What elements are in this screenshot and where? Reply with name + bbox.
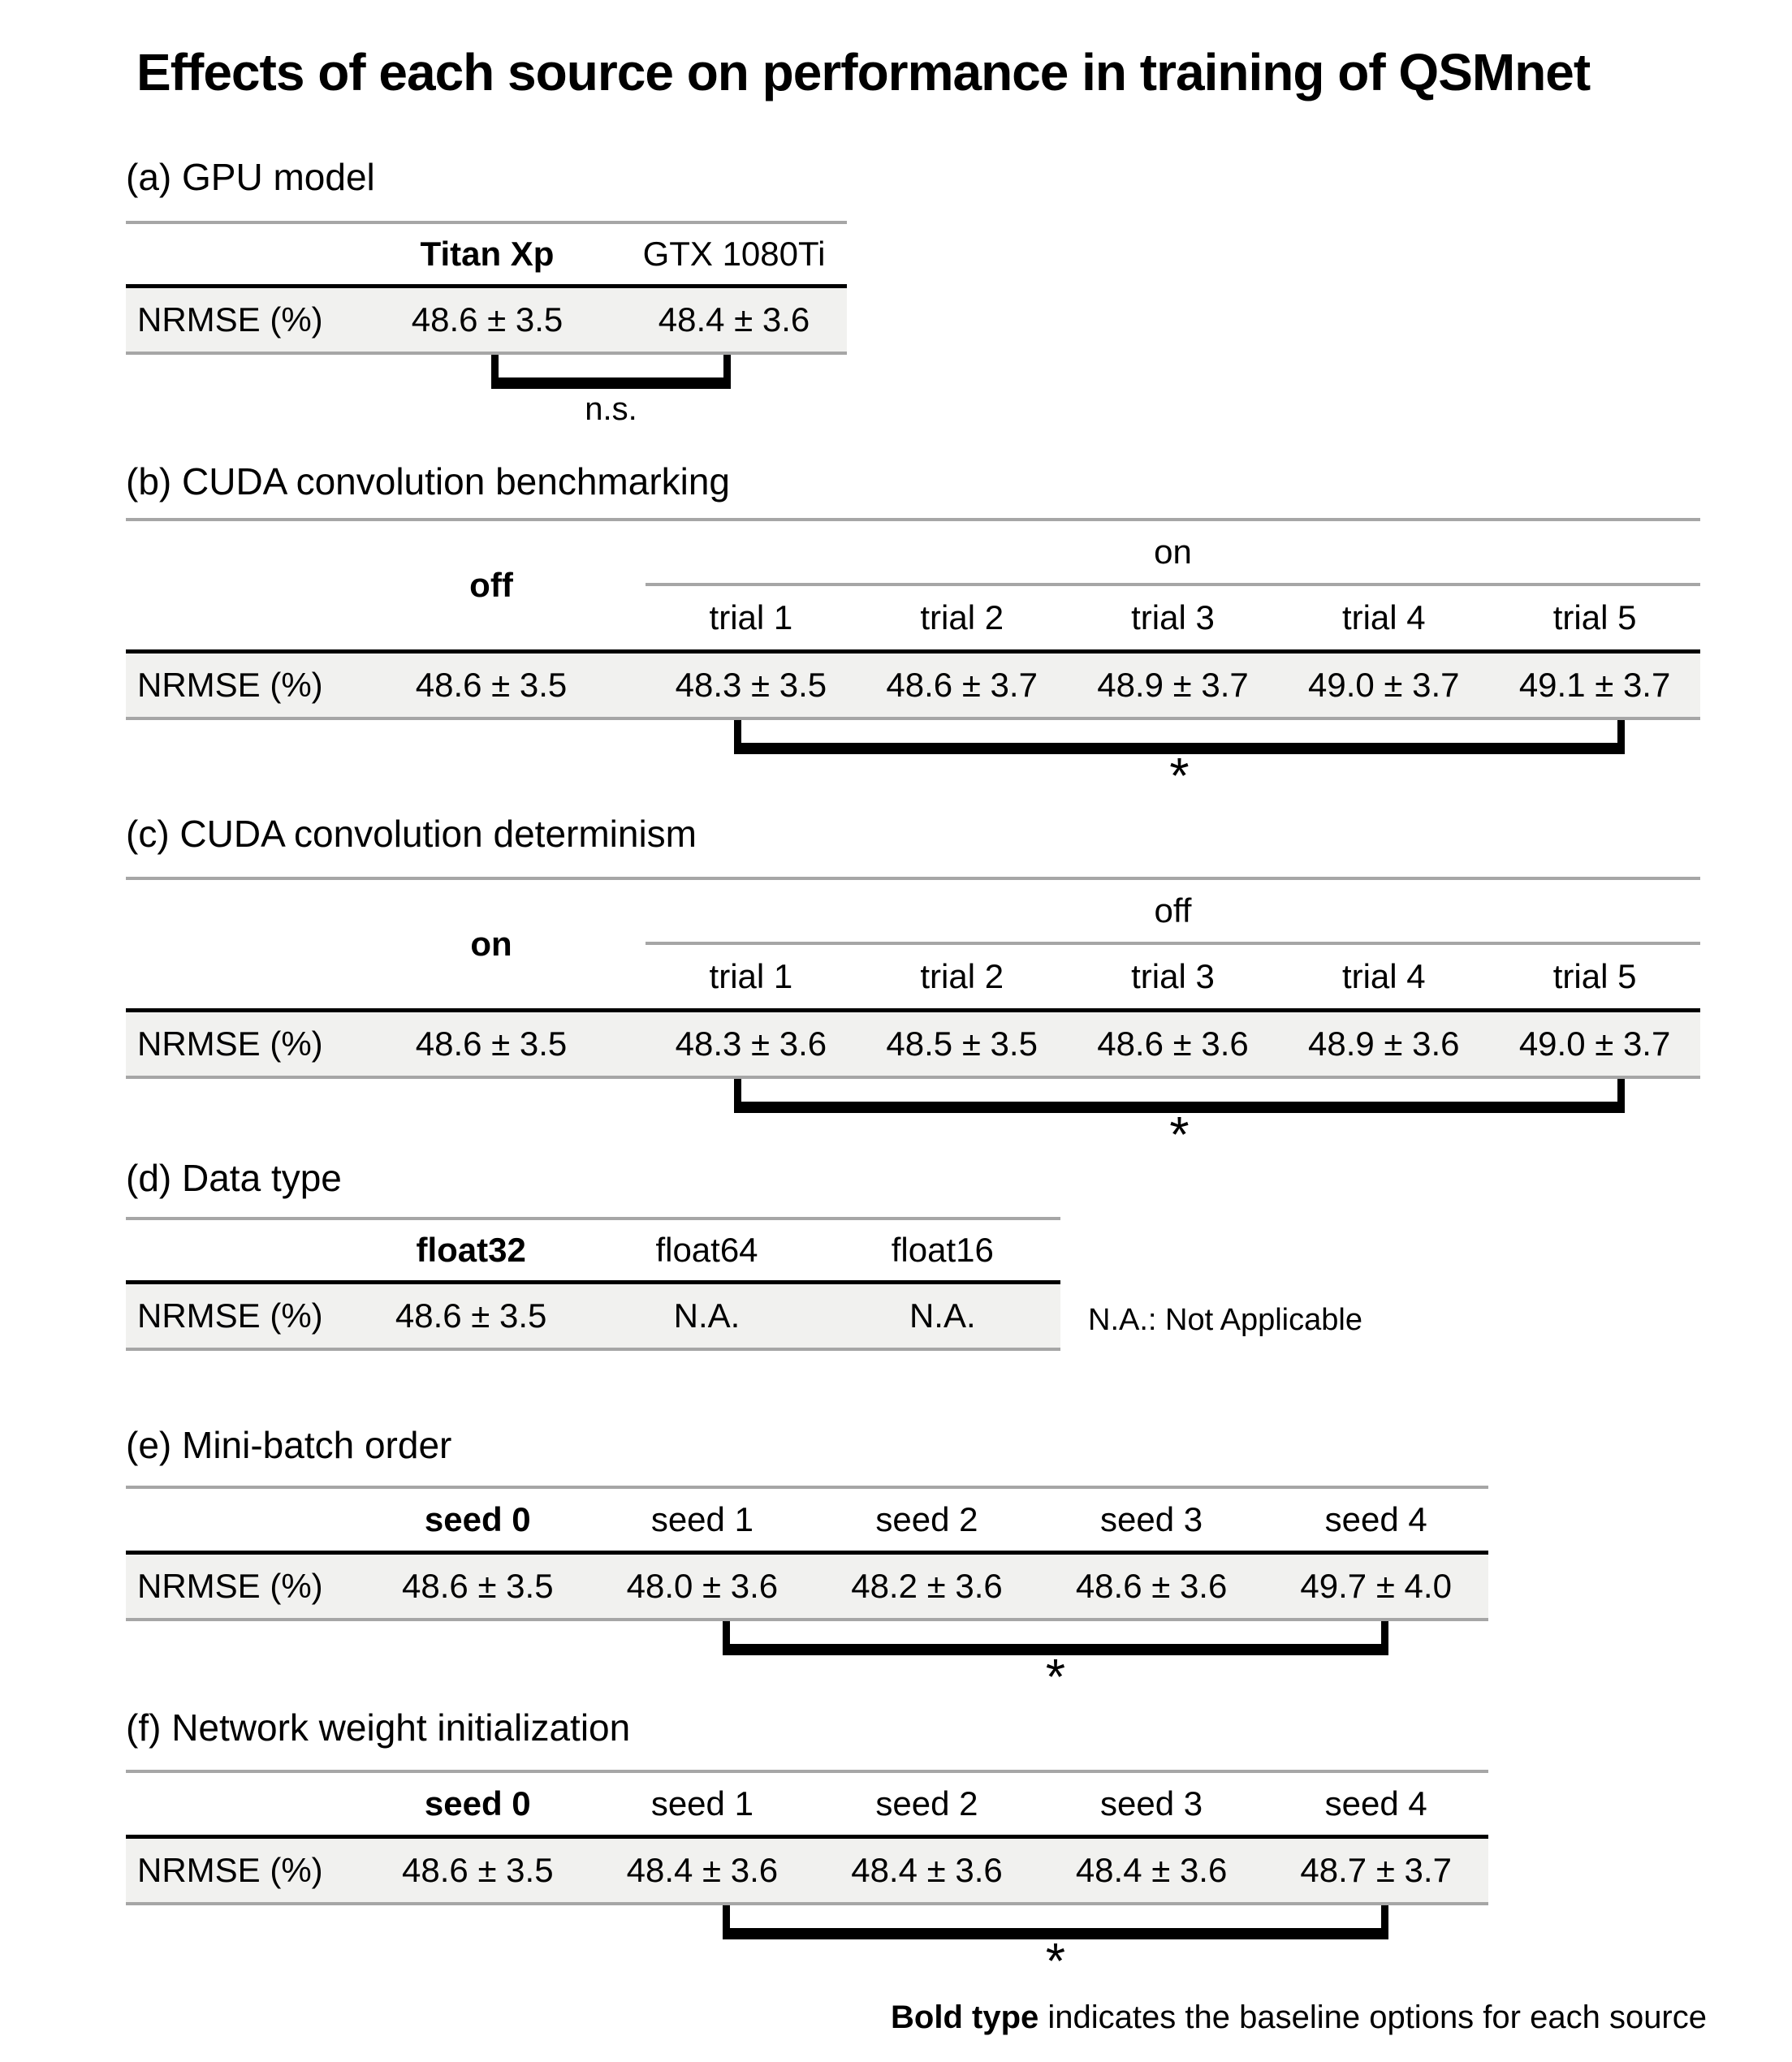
section-c-label: (c) CUDA convolution determinism — [126, 813, 697, 855]
table-b-significance — [734, 720, 1625, 805]
table-b-subcolumn-header: trial 5 — [1552, 598, 1637, 636]
table-c-value-cell: 48.6 ± 3.6 — [1097, 1025, 1249, 1063]
table-a-column-header: GTX 1080Ti — [642, 235, 826, 273]
table-a-value-cell: 48.4 ± 3.6 — [658, 300, 810, 339]
table-f-value-cell: 48.7 ± 3.7 — [1300, 1851, 1452, 1889]
table-f-value-cell: 48.6 ± 3.5 — [402, 1851, 554, 1889]
table-f-column-header: seed 1 — [650, 1784, 754, 1823]
table-c-baseline-value-cell: 48.6 ± 3.5 — [415, 1025, 568, 1063]
table-e-significance — [723, 1621, 1388, 1706]
table-b-value-cell: 49.1 ± 3.7 — [1518, 666, 1671, 704]
table-e-row-label: NRMSE (%) — [137, 1567, 323, 1605]
table-e-value-cell: 48.6 ± 3.5 — [402, 1567, 554, 1605]
table-c-significance-label: * — [1169, 1107, 1190, 1163]
table-c-group-header: off — [1154, 891, 1192, 930]
table-e-value-cell: 48.6 ± 3.6 — [1075, 1567, 1228, 1605]
table-b-value-cell: 48.9 ± 3.7 — [1097, 666, 1249, 704]
table-b-group-header: on — [1154, 533, 1192, 571]
table-b-subcolumn-header: trial 2 — [920, 598, 1004, 636]
table-a-gpu-model — [126, 221, 847, 355]
table-f-column-header-baseline: seed 0 — [424, 1784, 531, 1823]
table-e-value-cell: 49.7 ± 4.0 — [1300, 1567, 1452, 1605]
table-c-subcolumn-header: trial 4 — [1341, 957, 1426, 995]
table-f-significance-label: * — [1045, 1934, 1066, 1990]
table-a-row-label: NRMSE (%) — [137, 300, 323, 339]
table-c-subcolumn-header: trial 2 — [920, 957, 1004, 995]
table-e-column-header: seed 3 — [1100, 1500, 1203, 1538]
section-b-label: (b) CUDA convolution benchmarking — [126, 460, 731, 503]
table-e-significance-label: * — [1045, 1650, 1066, 1706]
table-b-subcolumn-header: trial 1 — [709, 598, 793, 636]
table-c-significance — [734, 1079, 1625, 1163]
table-d-value-cell: N.A. — [673, 1296, 741, 1335]
table-f-value-cell: 48.4 ± 3.6 — [1075, 1851, 1228, 1889]
table-b-value-cell: 49.0 ± 3.7 — [1308, 666, 1460, 704]
table-a-column-header-baseline: Titan Xp — [420, 235, 555, 273]
table-e-column-header: seed 1 — [650, 1500, 754, 1538]
section-a-label: (a) GPU model — [126, 156, 375, 198]
table-f-row-label: NRMSE (%) — [137, 1851, 323, 1889]
table-d-row-label: NRMSE (%) — [137, 1296, 323, 1335]
table-b-value-cell: 48.3 ± 3.5 — [675, 666, 827, 704]
table-d-value-cell: 48.6 ± 3.5 — [395, 1296, 547, 1335]
table-d-column-header: float16 — [891, 1231, 994, 1269]
table-c-value-cell: 49.0 ± 3.7 — [1518, 1025, 1671, 1063]
figure-title: Effects of each source on performance in training of QSMnet — [136, 43, 1591, 101]
table-c-data-row — [126, 1012, 1700, 1076]
table-d-data-row — [126, 1284, 1060, 1348]
table-a-significance — [491, 355, 731, 428]
table-c-column-group — [646, 880, 1700, 1008]
table-c-cuda-determinism — [126, 877, 1700, 1079]
table-b-value-cell: 48.6 ± 3.7 — [886, 666, 1038, 704]
table-d-data-type — [126, 1217, 1060, 1351]
table-a-data-row — [126, 288, 847, 352]
table-e-column-header-baseline: seed 0 — [424, 1500, 531, 1538]
table-d-header-row — [126, 1220, 1060, 1280]
table-b-baseline-value-cell: 48.6 ± 3.5 — [415, 666, 568, 704]
table-e-value-cell: 48.0 ± 3.6 — [626, 1567, 779, 1605]
footnote-regular-part: indicates the baseline options for each source — [1038, 1999, 1707, 2035]
table-e-column-header: seed 4 — [1324, 1500, 1427, 1538]
table-f-column-header: seed 4 — [1324, 1784, 1427, 1823]
table-f-column-header: seed 3 — [1100, 1784, 1203, 1823]
footnote — [126, 1998, 1707, 2037]
table-e-minibatch-order — [126, 1486, 1488, 1621]
table-b-header — [126, 521, 1700, 649]
table-d-wrap — [126, 1217, 1362, 1351]
table-a-significance-label: n.s. — [585, 391, 637, 427]
table-a-header-row — [126, 224, 847, 284]
section-f-label: (f) Network weight initialization — [126, 1706, 631, 1749]
table-c-value-cell: 48.5 ± 3.5 — [886, 1025, 1038, 1063]
table-c-value-cell: 48.9 ± 3.6 — [1308, 1025, 1460, 1063]
table-d-value-cell: N.A. — [909, 1296, 976, 1335]
table-c-value-cell: 48.3 ± 3.6 — [675, 1025, 827, 1063]
table-d-column-header-baseline: float32 — [416, 1231, 526, 1269]
table-d-na-note: N.A.: Not Applicable — [1088, 1303, 1362, 1337]
table-f-data-row — [126, 1839, 1488, 1902]
table-c-header — [126, 880, 1700, 1008]
table-c-header-spacer — [126, 880, 337, 1008]
table-b-header-spacer — [126, 521, 337, 649]
table-b-subheader-row — [646, 586, 1700, 649]
table-f-weight-init — [126, 1770, 1488, 1905]
table-f-significance — [723, 1905, 1388, 1990]
table-f-value-cell: 48.4 ± 3.6 — [626, 1851, 779, 1889]
table-f-column-header: seed 2 — [875, 1784, 978, 1823]
table-e-column-header: seed 2 — [875, 1500, 978, 1538]
table-b-row-label: NRMSE (%) — [137, 666, 323, 704]
table-c-subcolumn-header: trial 5 — [1552, 957, 1637, 995]
table-f-value-cell: 48.4 ± 3.6 — [851, 1851, 1003, 1889]
table-a-value-cell: 48.6 ± 3.5 — [411, 300, 564, 339]
footnote-bold-part: Bold type — [891, 1999, 1039, 2035]
table-b-column-header-baseline: off — [469, 566, 513, 604]
table-b-column-group — [646, 521, 1700, 649]
table-c-column-header-baseline: on — [470, 925, 512, 963]
section-d-label: (d) Data type — [126, 1157, 342, 1199]
table-c-subcolumn-header: trial 1 — [709, 957, 793, 995]
table-b-data-row — [126, 654, 1700, 717]
table-e-data-row — [126, 1555, 1488, 1618]
table-b-cuda-benchmarking — [126, 518, 1700, 720]
table-d-column-header: float64 — [655, 1231, 758, 1269]
table-c-subheader-row — [646, 945, 1700, 1008]
section-e-label: (e) Mini-batch order — [126, 1424, 452, 1466]
table-c-row-label: NRMSE (%) — [137, 1025, 323, 1063]
table-a-significance-bracket — [491, 355, 731, 389]
table-f-header-row — [126, 1773, 1488, 1835]
table-e-value-cell: 48.2 ± 3.6 — [851, 1567, 1003, 1605]
table-b-subcolumn-header: trial 4 — [1341, 598, 1426, 636]
table-b-significance-label: * — [1169, 748, 1190, 805]
table-e-header-row — [126, 1489, 1488, 1551]
table-b-subcolumn-header: trial 3 — [1131, 598, 1215, 636]
table-c-subcolumn-header: trial 3 — [1131, 957, 1215, 995]
